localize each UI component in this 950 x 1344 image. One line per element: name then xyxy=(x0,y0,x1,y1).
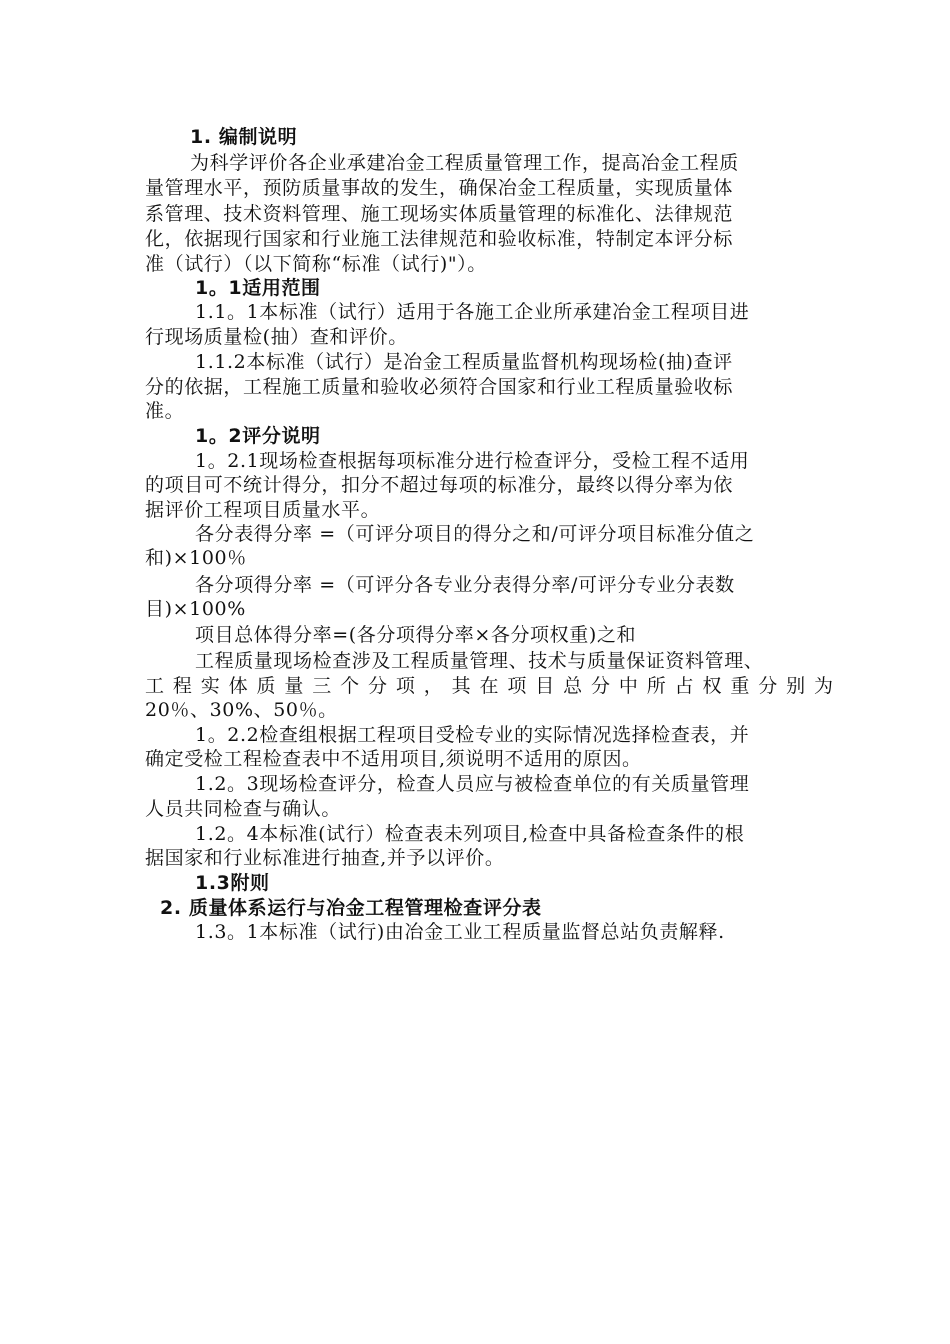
paragraph-line: 准（试行）（以下简称“标准（试行)"）。 xyxy=(145,253,487,275)
paragraph-line: 1.2。4本标准(试行）检查表未列项目,检查中具备检查条件的根 xyxy=(195,823,745,845)
formula-line: 目)×100% xyxy=(145,598,246,620)
paragraph-line: 据评价工程项目质量水平。 xyxy=(145,499,381,521)
paragraph-line: 准。 xyxy=(145,400,185,422)
formula-line: 各分项得分率 =（可评分各专业分表得分率/可评分专业分表数 xyxy=(195,574,735,596)
paragraph-line: 人员共同检查与确认。 xyxy=(145,798,342,820)
paragraph-line: 化，依据现行国家和行业施工法律规范和验收标准，特制定本评分标 xyxy=(145,228,734,250)
paragraph-line: 1.2。3现场检查评分，检查人员应与被检查单位的有关质量管理 xyxy=(195,773,750,795)
paragraph-line: 分的依据，工程施工质量和验收必须符合国家和行业工程质量验收标 xyxy=(145,376,734,398)
paragraph-line: 量管理水平，预防质量事故的发生，确保冶金工程质量，实现质量体 xyxy=(145,177,734,199)
section-heading-1: 1. 编制说明 xyxy=(190,126,298,148)
paragraph-line: 工程质量现场检查涉及工程质量管理、技术与质量保证资料管理、 xyxy=(195,650,764,672)
subsection-heading-1-2: 1。2评分说明 xyxy=(195,425,321,447)
paragraph-line: 系管理、技术资料管理、施工现场实体质量管理的标准化、法律规范 xyxy=(145,203,734,225)
paragraph-line: 20％、30%、50％。 xyxy=(145,699,338,721)
paragraph-line: 1.1.2本标准（试行）是冶金工程质量监督机构现场检(抽)查评 xyxy=(195,351,733,373)
section-heading-2: 2. 质量体系运行与冶金工程管理检查评分表 xyxy=(160,897,542,919)
paragraph-line: 确定受检工程检查表中不适用项目,须说明不适用的原因。 xyxy=(145,748,642,770)
paragraph-line: 工程实体质量三个分项，其在项目总分中所占权重分别为 xyxy=(145,675,833,697)
formula-line: 和)×100％ xyxy=(145,547,247,569)
subsection-heading-1-3: 1.3附则 xyxy=(195,872,270,894)
subsection-heading-1-1: 1。1适用范围 xyxy=(195,277,321,299)
paragraph-line: 1。2.1现场检查根据每项标准分进行检查评分，受检工程不适用 xyxy=(195,450,750,472)
paragraph-line: 1。2.2检查组根据工程项目受检专业的实际情况选择检查表，并 xyxy=(195,724,750,746)
paragraph-line: 1.3。1本标准（试行)由冶金工业工程质量监督总站负责解释. xyxy=(195,921,725,943)
paragraph-line: 为科学评价各企业承建冶金工程质量管理工作，提高冶金工程质 xyxy=(190,152,739,174)
paragraph-line: 据国家和行业标准进行抽查,并予以评价。 xyxy=(145,847,505,869)
formula-line: 项目总体得分率=(各分项得分率×各分项权重)之和 xyxy=(195,624,637,646)
formula-line: 各分表得分率 =（可评分项目的得分之和/可评分项目标准分值之 xyxy=(195,523,755,545)
paragraph-line: 1.1。1本标准（试行）适用于各施工企业所承建冶金工程项目进 xyxy=(195,301,750,323)
paragraph-line: 行现场质量检(抽）查和评价。 xyxy=(145,326,408,348)
paragraph-line: 的项目可不统计得分，扣分不超过每项的标准分，最终以得分率为依 xyxy=(145,474,734,496)
